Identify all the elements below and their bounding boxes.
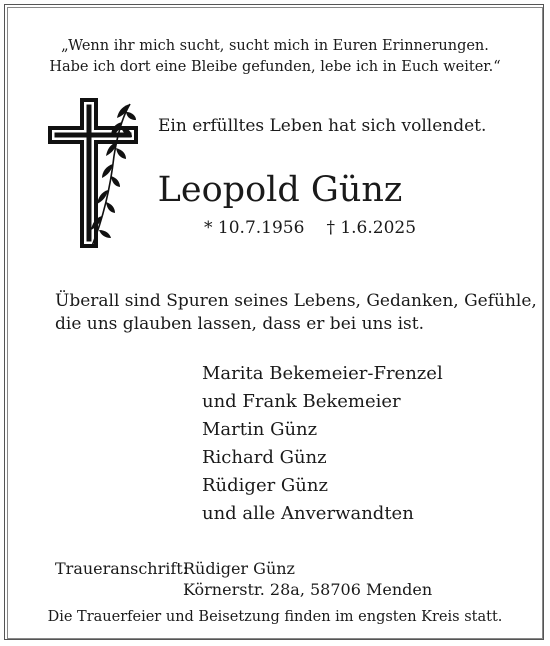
memorial-quote [0, 36, 550, 78]
mourner: und alle Anverwandten [202, 503, 414, 524]
mourning-address [55, 558, 432, 600]
mourner: Richard Günz [202, 447, 327, 468]
mourner: Rüdiger Günz [202, 475, 328, 496]
quote-line-1: „Wenn ihr mich sucht, sucht mich in Euren Erinnerungen. [61, 38, 489, 54]
address-label: Traueranschrift: [55, 559, 189, 578]
mourners-list [202, 360, 443, 528]
mourner: und Frank Bekemeier [202, 391, 401, 412]
verse-line-1: Überall sind Spuren seines Lebens, Gedanken, Gefühle, [55, 291, 537, 311]
death-date: † 1.6.2025 [326, 218, 417, 238]
memorial-verse [55, 290, 537, 336]
birth-date: * 10.7.1956 [204, 218, 305, 238]
life-dates [204, 218, 416, 238]
mourner: Marita Bekemeier-Frenzel [202, 363, 443, 384]
funeral-notice: Die Trauerfeier und Beisetzung finden im engsten Kreis statt. [47, 609, 503, 625]
mourner: Martin Günz [202, 419, 318, 440]
deceased-name: Leopold Günz [157, 170, 403, 210]
verse-line-2: die uns glauben lassen, dass er bei uns ist. [55, 314, 425, 334]
address-name: Rüdiger Günz [183, 559, 295, 578]
quote-line-2: Habe ich dort eine Bleibe gefunden, lebe ich in Euch weiter.“ [49, 59, 501, 75]
address-street: Körnerstr. 28a, 58706 Menden [183, 580, 433, 599]
intro-text: Ein erfülltes Leben hat sich vollendet. [158, 116, 487, 136]
